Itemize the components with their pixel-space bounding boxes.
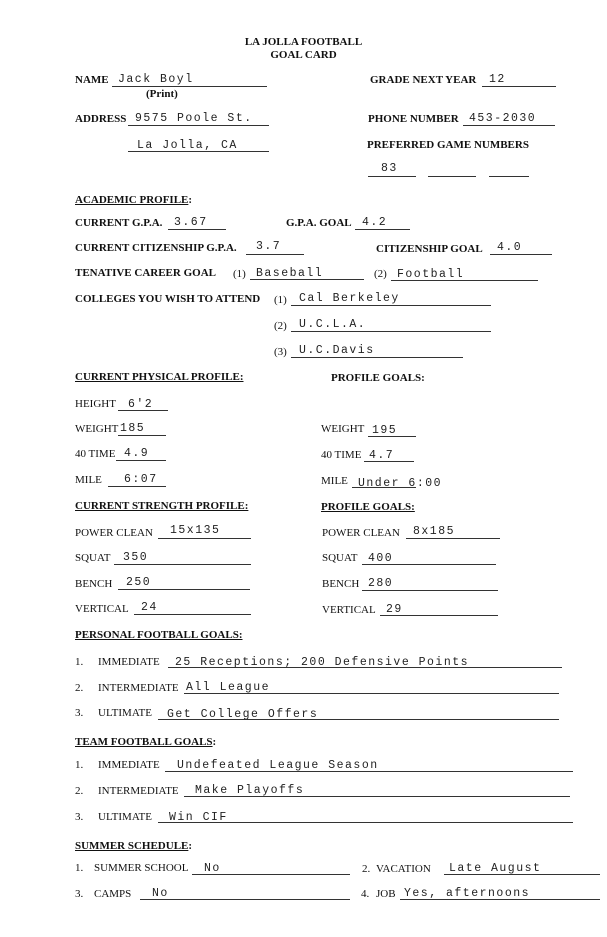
team-intermediate-value: Make Playoffs [195,784,305,797]
job-value: Yes, afternoons [404,887,531,900]
game-numbers-label: PREFERRED GAME NUMBERS [367,139,529,151]
summer-3-num: 3. [75,888,84,900]
phone-line [463,125,555,126]
citizenship-goal-label: CITIZENSHIP GOAL [376,243,483,255]
weight-value: 185 [120,422,146,435]
personal-intermediate-value: All League [186,681,271,694]
goal-clean-line [406,538,500,539]
team-immediate-line [165,771,573,772]
summer-1-num: 1. [75,862,84,874]
game-number-2-line [428,176,476,177]
physical-goals-heading: PROFILE GOALS: [331,372,425,384]
bench-value: 250 [126,576,152,589]
form-subtitle: GOAL CARD [270,49,337,61]
camps-value: No [152,887,169,900]
personal-ultimate-label: ULTIMATE [98,707,152,719]
team-ultimate-line [158,822,573,823]
address-line1: 9575 Poole St. [135,112,253,125]
personal-immediate-label: IMMEDIATE [98,656,160,668]
college-1-num: (1) [274,294,287,306]
academic-heading: ACADEMIC PROFILE: [75,194,193,206]
physical-heading: CURRENT PHYSICAL PROFILE: [75,371,244,383]
college-2-line [291,331,491,332]
address-label: ADDRESS [75,113,127,125]
height-line [118,410,168,411]
goal-vertical-value: 29 [386,603,403,616]
goal-mile-label: MILE [321,475,348,487]
career-1-num: (1) [233,268,246,280]
gpa-line [168,229,226,230]
squat-label: SQUAT [75,552,111,564]
camps-label: CAMPS [94,888,132,900]
personal-heading: PERSONAL FOOTBALL GOALS: [75,629,243,641]
career-2-value: Football [397,268,465,281]
college-2-value: U.C.L.A. [299,318,367,331]
camps-line [140,899,350,900]
strength-heading: CURRENT STRENGTH PROFILE: [75,500,249,512]
height-value: 6'2 [128,398,154,411]
summer-2-num: 2. [362,863,371,875]
clean-line [158,538,251,539]
forty-line [116,460,166,461]
personal-intermediate-label: INTERMEDIATE [98,682,179,694]
mile-line [108,486,166,487]
citizenship-goal-line [490,254,552,255]
squat-line [114,564,251,565]
goal-weight-label: WEIGHT [321,423,365,435]
goal-bench-value: 280 [368,577,394,590]
goal-vertical-label: VERTICAL [322,604,376,616]
goal-squat-line [362,564,496,565]
personal-3-num: 3. [75,707,84,719]
goal-forty-line [364,461,414,462]
career-1-value: Baseball [256,267,324,280]
address-line2-rule [128,151,269,152]
personal-1-num: 1. [75,656,84,668]
summer-school-label: SUMMER SCHOOL [94,862,189,874]
clean-value: 15x135 [170,524,221,537]
form-title: LA JOLLA FOOTBALL [244,36,363,48]
clean-label: POWER CLEAN [75,527,153,539]
goal-clean-label: POWER CLEAN [322,527,400,539]
goal-bench-label: BENCH [322,578,360,590]
goal-bench-line [362,590,498,591]
team-ultimate-label: ULTIMATE [98,811,152,823]
name-line [112,86,267,87]
bench-line [118,589,250,590]
goal-forty-value: 4.7 [369,449,395,462]
strength-goals-heading: PROFILE GOALS: [321,501,415,513]
game-number-3-line [489,176,529,177]
gpa-label: CURRENT G.P.A. [75,217,163,229]
name-value: Jack Boyl [118,73,194,86]
phone-label: PHONE NUMBER [368,113,459,125]
grade-label: GRADE NEXT YEAR [370,74,477,86]
career-label: TENATIVE CAREER GOAL [75,267,216,279]
vertical-line [134,614,251,615]
citizenship-value: 3.7 [256,240,282,253]
job-line [400,899,600,900]
weight-line [118,435,166,436]
college-3-line [291,357,463,358]
goal-forty-label: 40 TIME [321,449,362,461]
team-3-num: 3. [75,811,84,823]
grade-line [482,86,556,87]
college-2-num: (2) [274,320,287,332]
print-note: (Print) [146,88,178,100]
personal-ultimate-value: Get College Offers [167,708,319,721]
address-line1-rule [128,125,269,126]
vertical-value: 24 [141,601,158,614]
team-2-num: 2. [75,785,84,797]
summer-heading: SUMMER SCHEDULE: [75,840,193,852]
summer-school-value: No [204,862,221,875]
phone-value: 453-2030 [469,112,537,125]
grade-value: 12 [489,73,506,86]
college-3-value: U.C.Davis [299,344,375,357]
vacation-line [444,874,600,875]
vacation-value: Late August [449,862,542,875]
gpa-goal-label: G.P.A. GOAL [286,217,352,229]
personal-immediate-line [168,667,562,668]
personal-2-num: 2. [75,682,84,694]
goal-squat-value: 400 [368,552,394,565]
college-1-value: Cal Berkeley [299,292,400,305]
team-1-num: 1. [75,759,84,771]
game-number-1: 83 [381,162,398,175]
goal-squat-label: SQUAT [322,552,358,564]
mile-value: 6:07 [124,473,158,486]
team-intermediate-label: INTERMEDIATE [98,785,179,797]
personal-ultimate-line [158,719,559,720]
summer-school-line [192,874,350,875]
squat-value: 350 [123,551,149,564]
goal-weight-value: 195 [372,424,398,437]
personal-intermediate-line [184,693,559,694]
citizenship-line [246,254,304,255]
forty-label: 40 TIME [75,448,116,460]
team-immediate-label: IMMEDIATE [98,759,160,771]
vertical-label: VERTICAL [75,603,129,615]
mile-label: MILE [75,474,102,486]
weight-label: WEIGHT [75,423,119,435]
forty-value: 4.9 [124,447,150,460]
career-2-line [391,280,538,281]
address-line2: La Jolla, CA [137,139,238,152]
career-1-line [250,279,364,280]
team-intermediate-line [184,796,570,797]
college-1-line [291,305,491,306]
gpa-goal-value: 4.2 [362,216,388,229]
personal-immediate-value: 25 Receptions; 200 Defensive Points [175,656,470,669]
name-label: NAME [75,74,109,86]
goal-mile-value: Under 6:00 [358,477,443,490]
colleges-label: COLLEGES YOU WISH TO ATTEND [75,293,261,305]
career-2-num: (2) [374,268,387,280]
goal-weight-line [368,436,416,437]
citizenship-goal-value: 4.0 [497,241,523,254]
college-3-num: (3) [274,346,287,358]
game-number-1-line [368,176,416,177]
team-ultimate-value: Win CIF [169,811,228,824]
vacation-label: VACATION [376,863,431,875]
height-label: HEIGHT [75,398,116,410]
team-heading: TEAM FOOTBALL GOALS: [75,736,217,748]
job-label: JOB [376,888,396,900]
gpa-goal-line [355,229,410,230]
citizenship-label: CURRENT CITIZENSHIP G.P.A. [75,242,237,254]
gpa-value: 3.67 [174,216,208,229]
bench-label: BENCH [75,578,113,590]
goal-clean-value: 8x185 [413,525,456,538]
summer-4-num: 4. [361,888,370,900]
goal-vertical-line [380,615,498,616]
goal-mile-line [352,487,416,488]
team-immediate-value: Undefeated League Season [177,759,379,772]
